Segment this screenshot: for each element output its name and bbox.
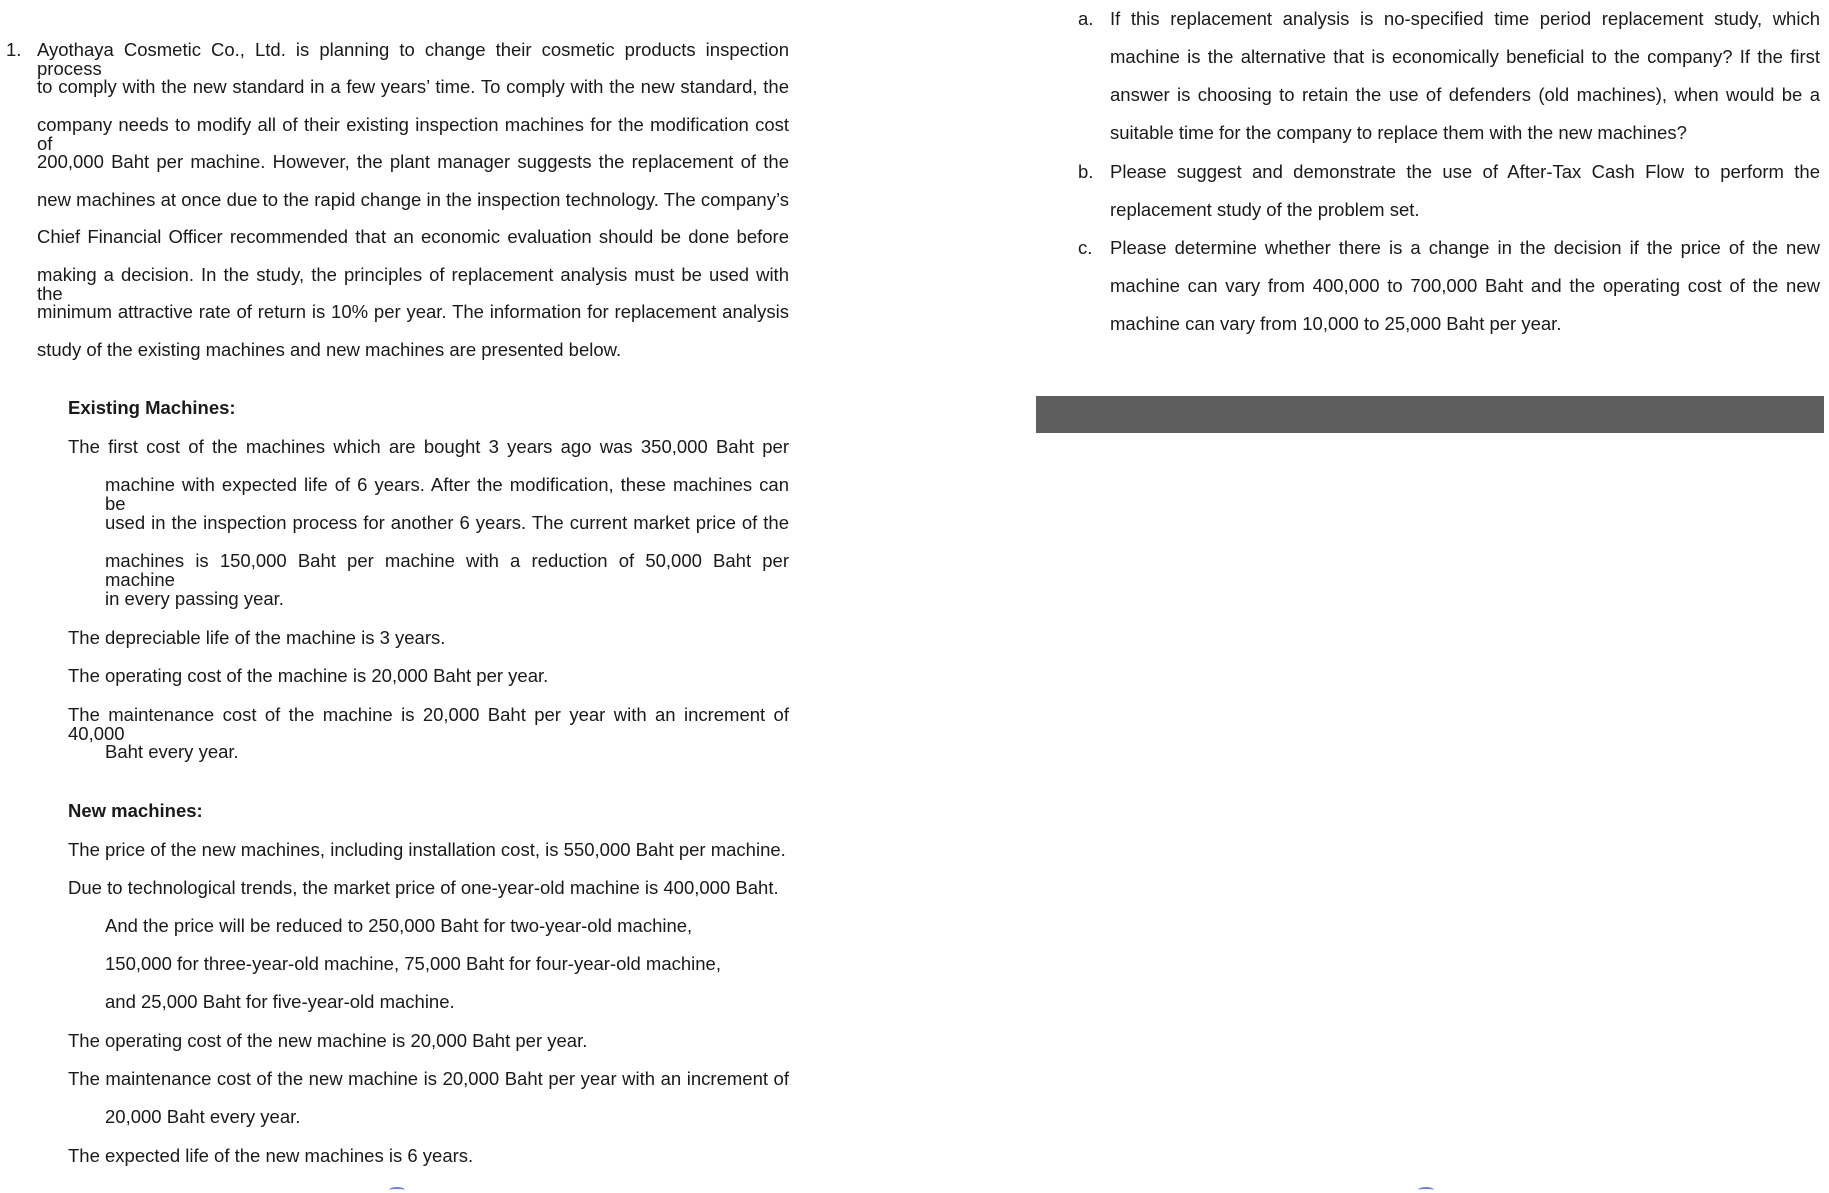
existing-line: The maintenance cost of the machine is 20,000 Baht per year with an increment of 40,000 bbox=[68, 704, 789, 744]
new-line: The maintenance cost of the new machine is 20,000 Baht per year with an increment of bbox=[68, 1068, 789, 1089]
question-line: replacement study of the problem set. bbox=[1110, 199, 1420, 220]
intro-line: to comply with the new standard in a few years’ time. To comply with the new standard, the bbox=[37, 76, 789, 97]
question-line: answer is choosing to retain the use of defenders (old machines), when would be a bbox=[1110, 84, 1820, 105]
question-line: Please determine whether there is a change in the decision if the price of the new bbox=[1110, 237, 1820, 258]
new-line: The price of the new machines, including installation cost, is 550,000 Baht per machine. bbox=[68, 839, 786, 860]
page-number-mark bbox=[1418, 1187, 1434, 1193]
question-line: suitable time for the company to replace them with the new machines? bbox=[1110, 122, 1687, 143]
question-number: 1. bbox=[6, 39, 22, 60]
existing-line: Baht every year. bbox=[105, 741, 239, 762]
intro-line: minimum attractive rate of return is 10% per year. The information for replacement analysis bbox=[37, 301, 789, 322]
intro-line: making a decision. In the study, the principles of replacement analysis must be used with the bbox=[37, 264, 789, 304]
question-marker: a. bbox=[1078, 8, 1094, 29]
new-line: and 25,000 Baht for five-year-old machine. bbox=[105, 991, 455, 1012]
intro-line: study of the existing machines and new machines are presented below. bbox=[37, 339, 622, 360]
existing-line: in every passing year. bbox=[105, 588, 284, 609]
intro-line: company needs to modify all of their existing inspection machines for the modification cost of bbox=[37, 114, 789, 154]
question-line: machine can vary from 10,000 to 25,000 Baht per year. bbox=[1110, 313, 1562, 334]
new-line: The expected life of the new machines is 6 years. bbox=[68, 1145, 474, 1166]
new-line: 20,000 Baht every year. bbox=[105, 1106, 301, 1127]
redaction-bar bbox=[1036, 396, 1824, 433]
question-line: machine is the alternative that is economically beneficial to the company? If the first bbox=[1110, 46, 1820, 67]
intro-line: Ayothaya Cosmetic Co., Ltd. is planning to change their cosmetic products inspection process bbox=[37, 39, 789, 79]
question-line: If this replacement analysis is no-specified time period replacement study, which bbox=[1110, 8, 1820, 29]
new-line: And the price will be reduced to 250,000 Baht for two-year-old machine, bbox=[105, 915, 693, 936]
existing-line: machine with expected life of 6 years. After the modification, these machines can be bbox=[105, 474, 789, 514]
existing-line: used in the inspection process for another 6 years. The current market price of the bbox=[105, 512, 789, 533]
existing-line: The first cost of the machines which are bought 3 years ago was 350,000 Baht per bbox=[68, 436, 789, 457]
intro-line: Chief Financial Officer recommended that an economic evaluation should be done before bbox=[37, 226, 789, 247]
page-number-mark bbox=[389, 1187, 405, 1193]
existing-line: The depreciable life of the machine is 3 years. bbox=[68, 627, 446, 648]
question-marker: c. bbox=[1078, 237, 1093, 258]
question-line: machine can vary from 400,000 to 700,000 Baht and the operating cost of the new bbox=[1110, 275, 1820, 296]
existing-line: The operating cost of the machine is 20,000 Baht per year. bbox=[68, 665, 549, 686]
new-line: The operating cost of the new machine is 20,000 Baht per year. bbox=[68, 1030, 588, 1051]
existing-machines-heading: Existing Machines: bbox=[68, 397, 236, 418]
intro-line: 200,000 Baht per machine. However, the plant manager suggests the replacement of the bbox=[37, 151, 789, 172]
new-line: 150,000 for three-year-old machine, 75,000 Baht for four-year-old machine, bbox=[105, 953, 721, 974]
new-machines-heading: New machines: bbox=[68, 800, 203, 821]
new-line: Due to technological trends, the market price of one-year-old machine is 400,000 Baht. bbox=[68, 877, 779, 898]
question-line: Please suggest and demonstrate the use of After-Tax Cash Flow to perform the bbox=[1110, 161, 1820, 182]
existing-line: machines is 150,000 Baht per machine with a reduction of 50,000 Baht per machine bbox=[105, 550, 789, 590]
question-marker: b. bbox=[1078, 161, 1094, 182]
intro-line: new machines at once due to the rapid change in the inspection technology. The company’s bbox=[37, 189, 789, 210]
